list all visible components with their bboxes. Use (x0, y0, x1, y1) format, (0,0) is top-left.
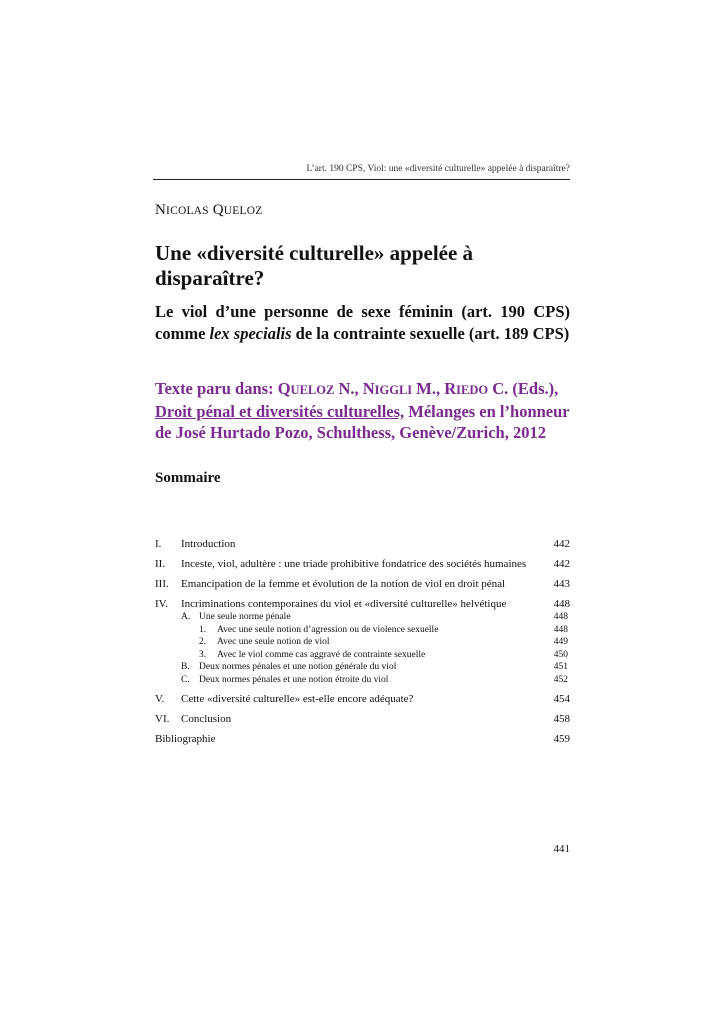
toc-entry[interactable]: IV. Incriminations contemporaines du viol et «diversité culturelle» helvétique 448 (155, 598, 570, 610)
subtitle-line-1: Le viol d’une personne de sexe féminin (art. 190 CPS) (155, 302, 570, 321)
publication-line-2: Droit pénal et diversités culturelles, Mélanges en l’honneur (155, 402, 570, 421)
article-title: Une «diversité culturelle» appelée à disparaître? (155, 241, 474, 290)
publication-reference (155, 378, 573, 443)
sommaire-heading: Sommaire (155, 470, 221, 486)
toc-entry-bibliographie[interactable]: Bibliographie 459 (155, 733, 570, 745)
page-number: 441 (553, 843, 570, 855)
toc-subentry[interactable]: C. Deux normes pénales et une notion étroite du viol 452 (181, 674, 568, 685)
subtitle-line-2: comme lex specialis de la contrainte sexuelle (art. 189 CPS) (155, 324, 570, 343)
toc-subentry[interactable]: 2. Avec une seule notion de viol 449 (199, 637, 568, 647)
running-header: L’art. 190 CPS, Viol: une «diversité culturelle» appelée à disparaître? (153, 164, 570, 180)
article-subtitle (155, 301, 570, 345)
toc-entry[interactable]: VI. Conclusion 458 (155, 713, 570, 725)
publication-line-3: de José Hurtado Pozo, Schulthess, Genève/Zurich, 2012 (155, 423, 546, 442)
toc-subentry[interactable]: A. Une seule norme pénale 448 (181, 612, 568, 622)
toc-subentry[interactable]: 3. Avec le viol comme cas aggravé de contrainte sexuelle 450 (199, 649, 568, 660)
publication-line-1: Texte paru dans: QUELOZ N., NIGGLI M., RIEDO C. (Eds.), (155, 379, 559, 398)
toc-entry[interactable]: II. Inceste, viol, adultère : une triade prohibitive fondatrice des sociétés humaines 442 (155, 558, 570, 570)
author-name: NICOLAS QUELOZ (155, 202, 263, 218)
table-of-contents (155, 537, 570, 752)
toc-subentry[interactable]: B. Deux normes pénales et une notion générale du viol 451 (181, 662, 568, 672)
book-title-link[interactable]: Droit pénal et diversités culturelles, (155, 402, 405, 421)
toc-entry[interactable]: I. Introduction 442 (155, 538, 570, 550)
toc-entry[interactable]: III. Emancipation de la femme et évolution de la notion de viol en droit pénal 443 (155, 578, 570, 590)
toc-subentry[interactable]: 1. Avec une seule notion d’agression ou de violence sexuelle 448 (199, 624, 568, 635)
toc-entry[interactable]: V. Cette «diversité culturelle» est-elle encore adéquate? 454 (155, 693, 570, 705)
